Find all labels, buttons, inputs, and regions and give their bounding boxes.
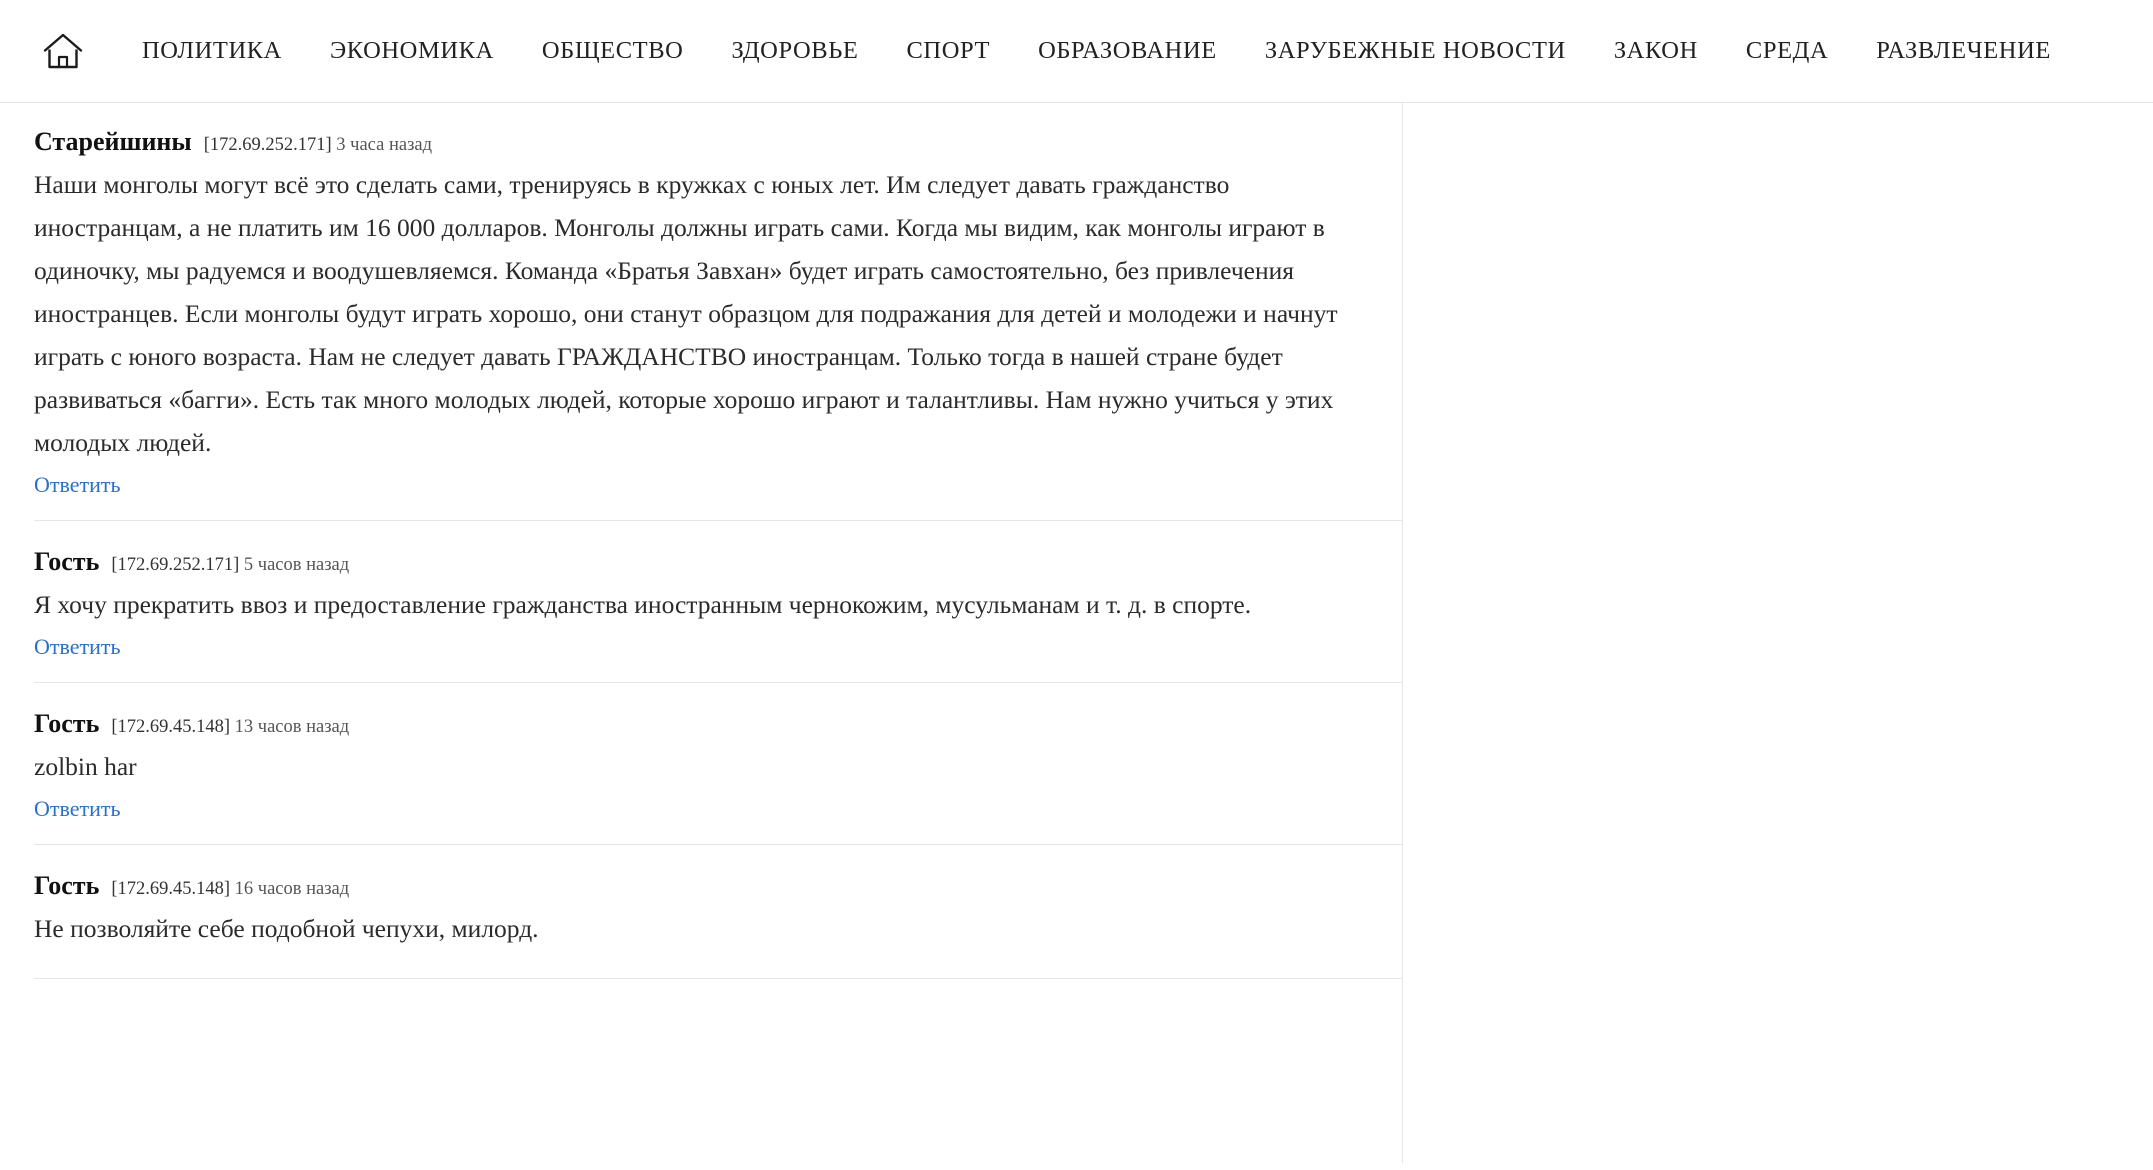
nav-item-politics[interactable]: ПОЛИТИКА — [142, 37, 282, 64]
nav-item-health[interactable]: ЗДОРОВЬЕ — [731, 37, 859, 64]
comment-meta — [111, 879, 349, 900]
comment-ip: [172.69.45.148] — [111, 879, 231, 899]
comment-text: Не позволяйте себе подобной чепухи, милорд. — [34, 914, 539, 943]
home-icon[interactable] — [34, 22, 92, 80]
comment-time: 13 часов назад — [234, 717, 350, 737]
comment-ip: [172.69.45.148] — [111, 717, 231, 737]
reply-link[interactable]: Ответить — [34, 796, 121, 821]
comment-item — [34, 103, 1402, 521]
comment-header — [34, 709, 1402, 739]
comment-author: Старейшины — [34, 127, 192, 156]
comment-text: Наши монголы могут всё это сделать сами, тренируясь в кружках с юных лет. Им следует давать гражданство иностранцам, а не платить им 16 000 долларов. Монголы должны играть сами. Когда мы видим, как монголы играют в одиночку, мы радуемся и воодушевляемся. Команда «Братья Завхан» будет играть самостоятельно, без привлечения иностранцев. Если монголы будут играть хорошо, они станут образцом для подражания для детей и молодежи и начнут играть с юного возраста. Нам не следует давать ГРАЖДАНСТВО иностранцам. Только тогда в нашей стране будет развиваться «багги». Есть так много молодых людей, которые хорошо играют и талантливы. Нам нужно учиться у этих молодых людей. — [34, 170, 1338, 457]
comment-text: Я хочу прекратить ввоз и предоставление гражданства иностранным чернокожим, мусульманам и т. д. в спорте. — [34, 590, 1252, 619]
comment-text: zolbin har — [34, 752, 137, 781]
nav-item-foreign-news[interactable]: ЗАРУБЕЖНЫЕ НОВОСТИ — [1264, 37, 1566, 64]
reply-link[interactable]: Ответить — [34, 634, 121, 659]
comment-header — [34, 871, 1402, 901]
nav-item-economy[interactable]: ЭКОНОМИКА — [329, 37, 494, 64]
nav-item-entertainment[interactable]: РАЗВЛЕЧЕНИЕ — [1876, 37, 2051, 64]
comment-header — [34, 547, 1402, 577]
comment-time: 3 часа назад — [336, 135, 433, 155]
comment-author: Гость — [34, 547, 100, 576]
comment-author: Гость — [34, 709, 100, 738]
comment-ip: [172.69.252.171] — [203, 135, 332, 155]
comment-meta — [204, 135, 432, 156]
comment-time: 16 часов назад — [234, 879, 350, 899]
comment-item — [34, 521, 1402, 683]
comment-ip: [172.69.252.171] — [111, 555, 240, 575]
main-menu — [118, 27, 2075, 75]
nav-item-sport[interactable]: СПОРТ — [906, 37, 991, 64]
top-navigation-bar — [0, 0, 2153, 103]
nav-item-environment[interactable]: СРЕДА — [1745, 37, 1829, 64]
comment-meta — [111, 555, 349, 576]
nav-item-law[interactable]: ЗАКОН — [1613, 37, 1698, 64]
comment-time: 5 часов назад — [243, 555, 350, 575]
nav-item-education[interactable]: ОБРАЗОВАНИЕ — [1038, 37, 1217, 64]
page-body — [0, 103, 2153, 1163]
comment-header — [34, 127, 1402, 157]
nav-item-society[interactable]: ОБЩЕСТВО — [541, 37, 684, 64]
comments-list — [0, 103, 1402, 1163]
comment-author: Гость — [34, 871, 100, 900]
sidebar — [1402, 103, 2153, 1163]
comment-item — [34, 683, 1402, 845]
comment-meta — [111, 717, 349, 738]
comment-item — [34, 845, 1402, 979]
reply-link[interactable]: Ответить — [34, 472, 121, 497]
